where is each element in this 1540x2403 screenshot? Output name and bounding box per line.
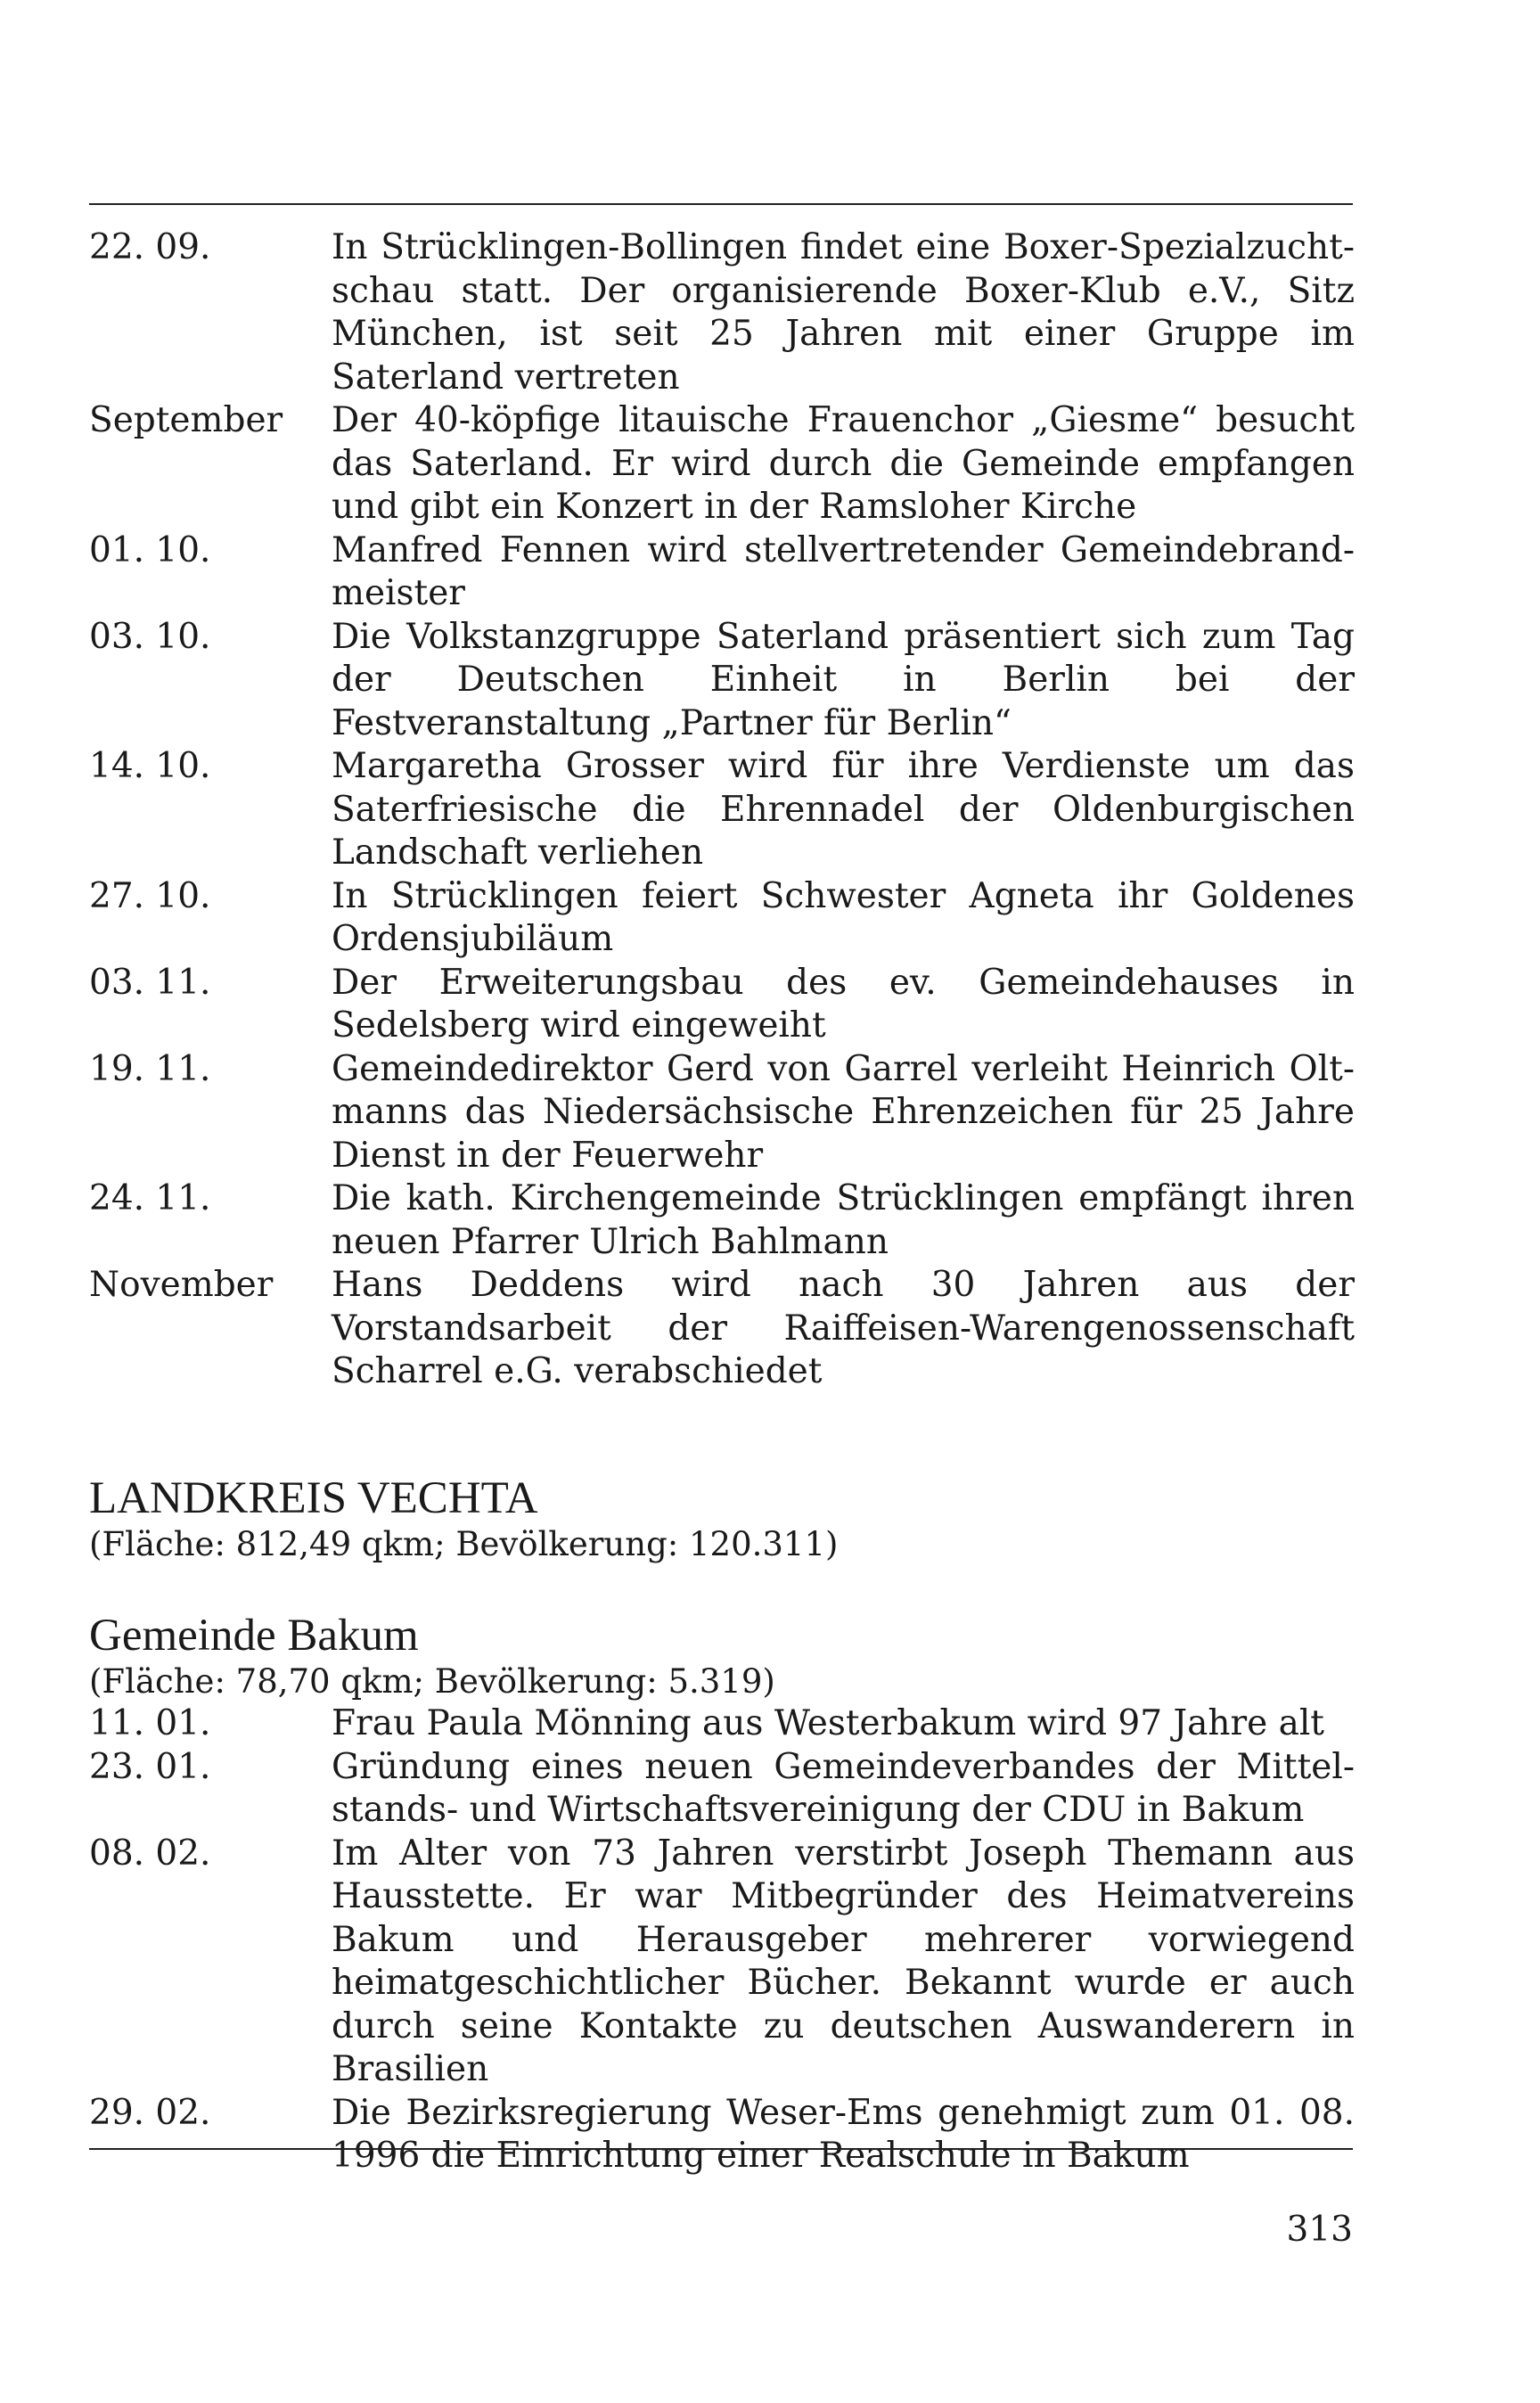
chronicle-section-saterland [89, 226, 1355, 1394]
entry-text: Margaretha Grosser wird für ihre Verdienste um das Saterfriesische die Ehrennadel der Oldenburgischen Landschaft verliehen [332, 746, 1355, 873]
entry-text: Die Volkstanzgruppe Saterland präsentiert sich zum Tag der Deutschen Einheit in Berlin bei der Festveranstaltung „Partner für Berlin“ [332, 616, 1355, 743]
entry-text: Im Alter von 73 Jahren verstirbt Joseph Themann aus Hausstette. Er war Mitbegründer des Heimatvereins Bakum und Herausgeber mehrerer vorwiegend heimatgeschichtlicher Bücher. Bekannt wurde er auch durch seine Kontakte zu deutschen Auswanderern in Brasilien [332, 1833, 1355, 2089]
entry-date: 08. 02. [89, 1833, 211, 1874]
entry-text: Hans Deddens wird nach 30 Jahren aus der Vorstandsarbeit der Raiffeisen-Warengenossenschaft Scharrel e.G. verabschiedet [332, 1265, 1355, 1391]
chronicle-entry [89, 529, 1355, 616]
entry-text: Gründung eines neuen Gemeindeverbandes der Mittelstands- und Wirtschaftsvereinigung der CDU in Bakum [332, 1746, 1355, 1830]
entry-date: 03. 11. [89, 962, 211, 1003]
entry-date: 19. 11. [89, 1048, 211, 1089]
entry-text: In Strücklingen feiert Schwester Agneta ihr Goldenes Ordensjubiläum [332, 875, 1355, 959]
entry-date: September [89, 400, 283, 440]
entry-date: 23. 01. [89, 1746, 211, 1787]
chronicle-entry [89, 1746, 1355, 1833]
chronicle-entry [89, 1264, 1355, 1394]
bottom-rule [89, 2148, 1353, 2150]
entry-date: 03. 10. [89, 616, 211, 657]
top-rule [89, 203, 1353, 205]
entry-text: Gemeindedirektor Gerd von Garrel verleiht Heinrich Oltmanns das Niedersächsische Ehrenzeichen für 25 Jahre Dienst in der Feuerwehr [332, 1048, 1355, 1176]
entry-date: 11. 01. [89, 1703, 211, 1743]
chronicle-section-vechta [89, 1472, 1355, 2178]
chronicle-entry [89, 2092, 1355, 2178]
entry-date: 01. 10. [89, 529, 211, 570]
chronicle-entry [89, 875, 1355, 962]
entry-text: In Strücklingen-Bollingen findet eine Boxer-Spezialzuchtschau statt. Der organisierende Boxer-Klub e.V., Sitz München, ist seit 25 Jahren mit einer Gruppe im Saterland vertreten [332, 227, 1355, 398]
chronicle-entry [89, 226, 1355, 399]
chronicle-entry [89, 745, 1355, 875]
entry-text: Die Bezirksregierung Weser-Ems genehmigt zum 01. 08. 1996 die Einrichtung einer Realschule in Bakum [332, 2092, 1355, 2176]
entry-date: 27. 10. [89, 875, 211, 916]
chronicle-entry [89, 1177, 1355, 1264]
chronicle-entry [89, 399, 1355, 529]
chronicle-entry [89, 616, 1355, 746]
municipality-heading: Gemeinde Bakum [89, 1611, 419, 1661]
entry-date: November [89, 1265, 274, 1305]
entry-text: Die kath. Kirchengemeinde Strücklingen empfängt ihren neuen Pfarrer Ulrich Bahlmann [332, 1178, 1355, 1262]
entry-date: 22. 09. [89, 227, 211, 267]
district-info: (Fläche: 812,49 qkm; Bevölkerung: 120.311) [89, 1525, 839, 1563]
municipality-info: (Fläche: 78,70 qkm; Bevölkerung: 5.319) [89, 1662, 775, 1701]
chronicle-entry [89, 962, 1355, 1048]
chronicle-entry [89, 1833, 1355, 2092]
entry-date: 24. 11. [89, 1178, 211, 1218]
chronicle-entry [89, 1702, 1355, 1746]
entry-text: Der 40-köpfige litauische Frauenchor „Giesme“ besucht das Saterland. Er wird durch die Gemeinde empfangen und gibt ein Konzert in der Ramsloher Kirche [332, 400, 1355, 527]
entry-date: 14. 10. [89, 746, 211, 786]
district-heading: LANDKREIS VECHTA [89, 1473, 538, 1523]
entry-date: 29. 02. [89, 2092, 211, 2133]
entry-text: Der Erweiterungsbau des ev. Gemeindehauses in Sedelsberg wird eingeweiht [332, 962, 1355, 1046]
chronicle-entry [89, 1048, 1355, 1178]
page-number: 313 [1286, 2210, 1353, 2250]
entry-text: Frau Paula Mönning aus Westerbakum wird 97 Jahre alt [332, 1703, 1324, 1743]
entry-text: Manfred Fennen wird stellvertretender Gemeindebrandmeister [332, 529, 1355, 613]
